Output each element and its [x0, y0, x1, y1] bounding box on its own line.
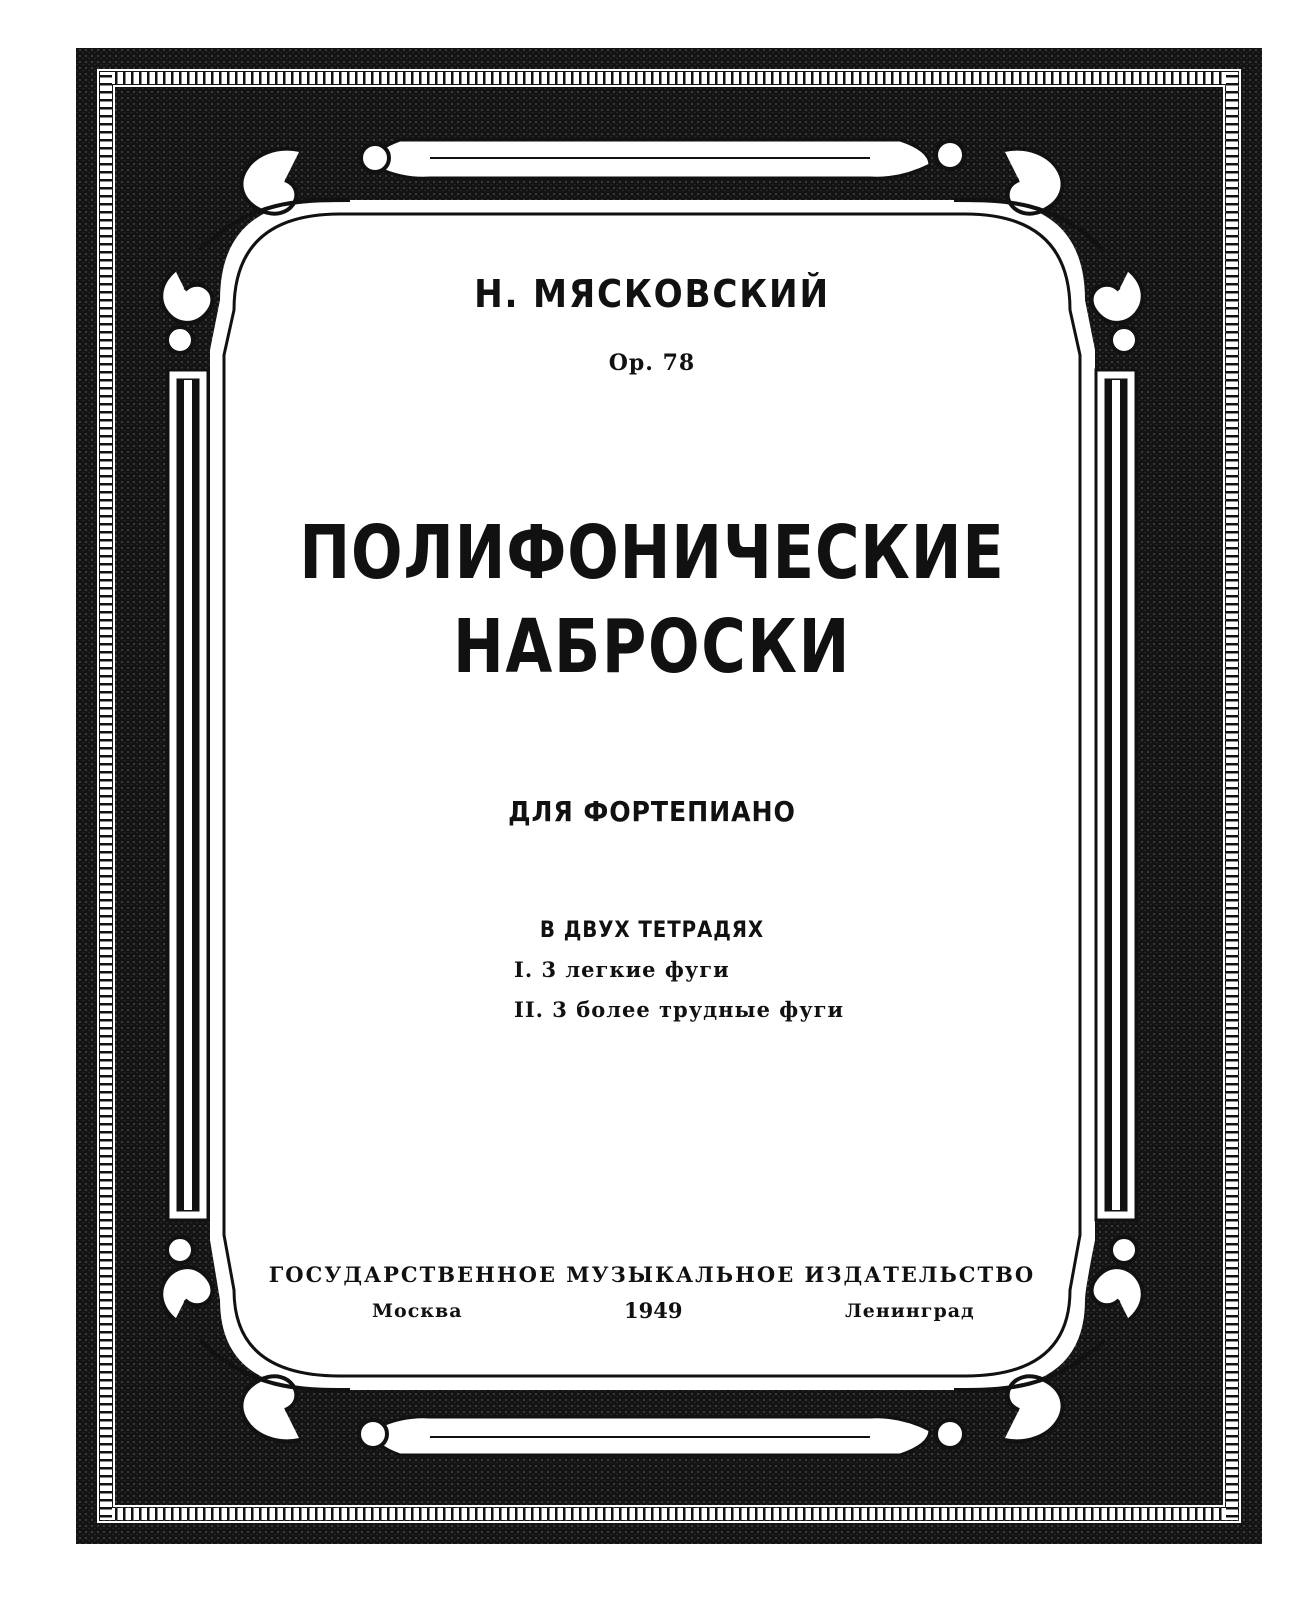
instrument-subtitle: ДЛЯ ФОРТЕПИАНО [508, 795, 796, 828]
publisher-city-moscow: Москва [372, 1300, 463, 1322]
bottom-banner [372, 1417, 930, 1455]
publisher-city-leningrad: Ленинград [845, 1300, 975, 1322]
opus-number: Op. 78 [608, 350, 696, 376]
author-name: Н. МЯСКОВСКИЙ [474, 272, 830, 316]
publisher-name: ГОСУДАРСТВЕННОЕ МУЗЫКАЛЬНОЕ ИЗДАТЕЛЬСТВО [268, 1262, 1036, 1287]
top-banner [372, 140, 930, 178]
books-heading: В ДВУХ ТЕТРАДЯХ [539, 918, 765, 943]
publication-year: 1949 [624, 1298, 683, 1323]
title-line-2: НАБРОСКИ [452, 604, 852, 690]
book-item-2: II. 3 более трудные фуги [514, 997, 845, 1022]
tick-strip-bottom [100, 1508, 1238, 1520]
tick-strip-top [100, 72, 1238, 84]
book-item-1: I. 3 легкие фуги [514, 957, 730, 982]
title-line-1: ПОЛИФОНИЧЕСКИЕ [299, 510, 1005, 596]
